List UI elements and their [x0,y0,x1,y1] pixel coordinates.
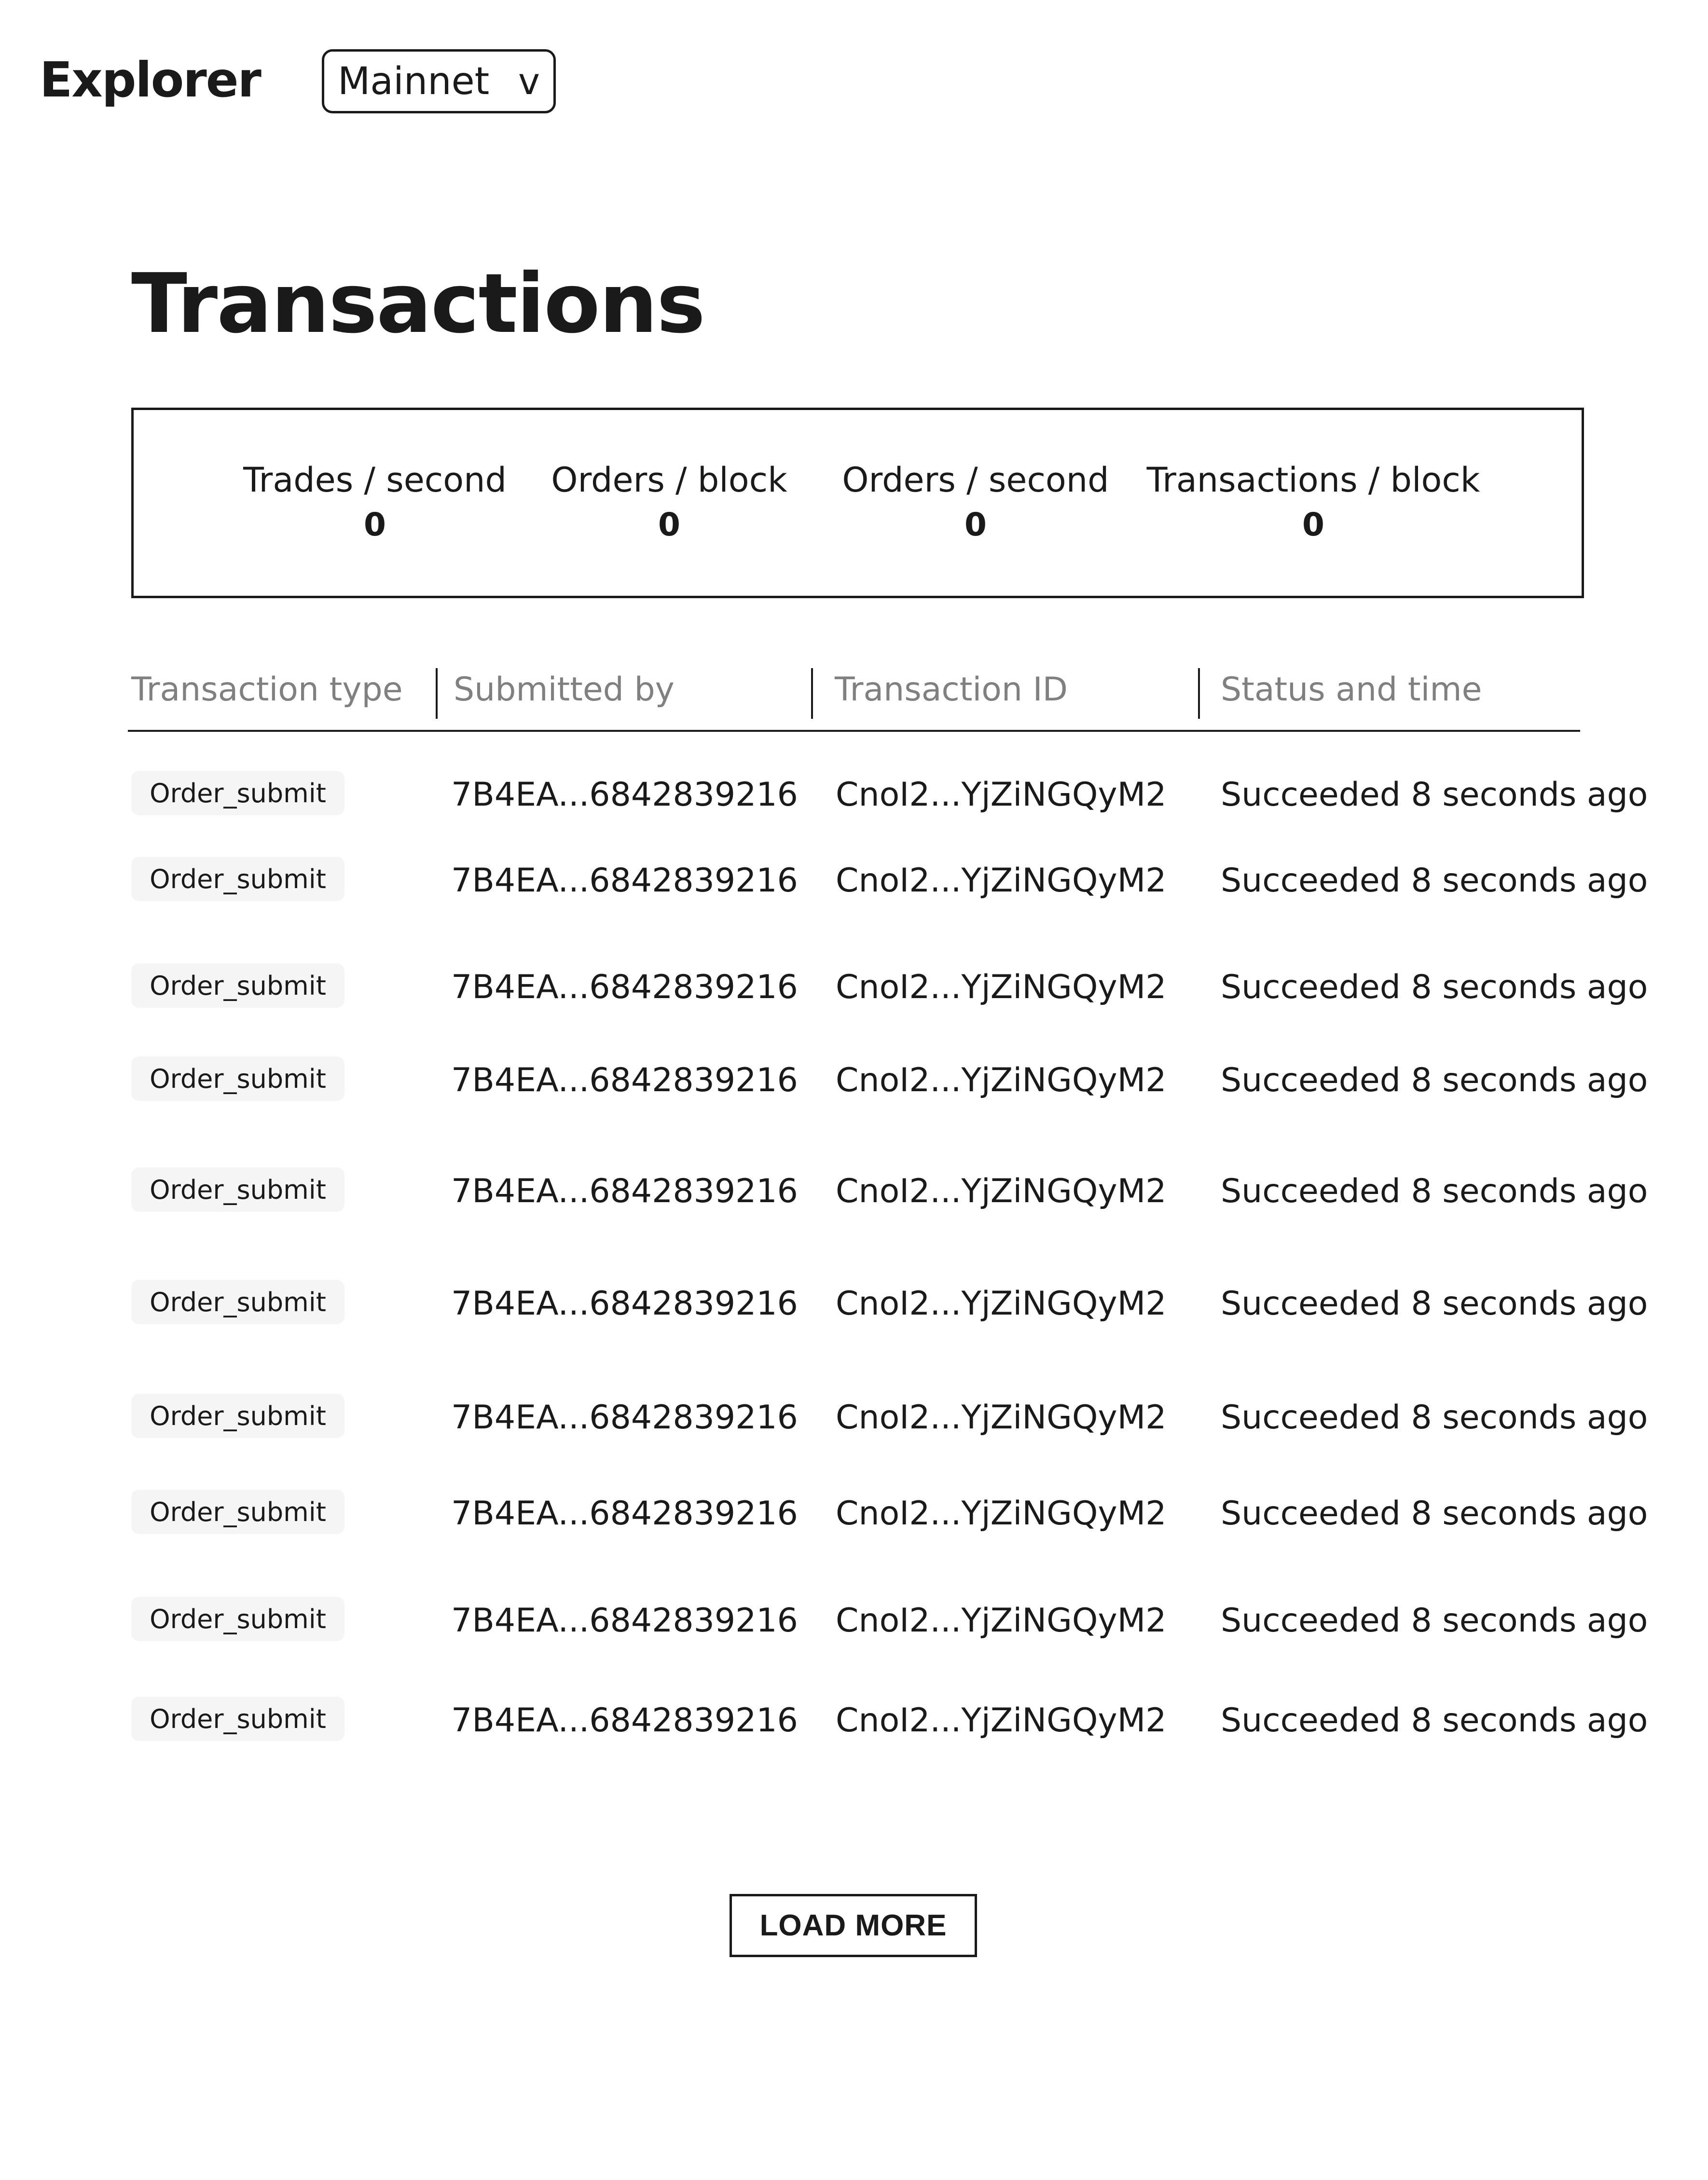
stat-value: 0 [964,506,987,543]
stat-label: Trades / second [243,460,507,500]
transaction-type-badge: Order_submit [131,1280,344,1324]
stat-value: 0 [1302,506,1324,543]
chevron-down-icon: v [518,60,540,103]
table-row[interactable] [131,1394,1648,1442]
header-divider [128,730,1580,732]
submitted-by-link[interactable]: 7B4EA...6842839216 [451,1398,798,1437]
page-title: Transactions [131,256,705,352]
column-divider[interactable] [1198,668,1200,719]
transaction-id-link[interactable]: CnoI2...YjZiNGQyM2 [836,1701,1167,1740]
status-text: Succeeded 8 seconds ago [1221,1494,1648,1533]
submitted-by-link[interactable]: 7B4EA...6842839216 [451,1172,798,1210]
table-row[interactable] [131,1490,1648,1538]
transaction-type-badge: Order_submit [131,1167,344,1212]
submitted-by-link[interactable]: 7B4EA...6842839216 [451,1285,798,1323]
stat-orders-per-block [551,458,787,548]
status-text: Succeeded 8 seconds ago [1221,1701,1648,1740]
stats-panel [131,408,1584,598]
table-header [131,666,1579,724]
table-row[interactable] [131,771,1648,819]
stat-value: 0 [658,506,680,543]
status-text: Succeeded 8 seconds ago [1221,776,1648,814]
transaction-id-link[interactable]: CnoI2...YjZiNGQyM2 [836,862,1167,900]
stat-orders-per-second [842,458,1109,548]
transaction-id-link[interactable]: CnoI2...YjZiNGQyM2 [836,1494,1167,1533]
transaction-type-badge: Order_submit [131,857,344,901]
stat-transactions-per-block [1147,458,1480,548]
stat-label: Orders / second [842,460,1109,500]
transaction-id-link[interactable]: CnoI2...YjZiNGQyM2 [836,1602,1167,1640]
transaction-type-badge: Order_submit [131,1394,344,1438]
transaction-type-badge: Order_submit [131,1597,344,1641]
table-row[interactable] [131,1167,1648,1216]
column-header-status: Status and time [1221,671,1482,709]
network-select[interactable] [322,49,556,113]
status-text: Succeeded 8 seconds ago [1221,1285,1648,1323]
transaction-type-badge: Order_submit [131,771,344,815]
status-text: Succeeded 8 seconds ago [1221,862,1648,900]
column-header-transaction-id: Transaction ID [835,671,1068,709]
column-header-type: Transaction type [131,671,403,709]
transaction-type-badge: Order_submit [131,963,344,1008]
transaction-type-badge: Order_submit [131,1056,344,1101]
status-text: Succeeded 8 seconds ago [1221,1602,1648,1640]
column-divider[interactable] [811,668,813,719]
app-logo[interactable]: Explorer [40,52,261,108]
transaction-id-link[interactable]: CnoI2...YjZiNGQyM2 [836,1061,1167,1099]
stat-value: 0 [364,506,386,543]
table-row[interactable] [131,1280,1648,1328]
table-row[interactable] [131,1697,1648,1745]
status-text: Succeeded 8 seconds ago [1221,1061,1648,1099]
transaction-id-link[interactable]: CnoI2...YjZiNGQyM2 [836,776,1167,814]
table-row[interactable] [131,1597,1648,1645]
table-row[interactable] [131,857,1648,905]
transaction-id-link[interactable]: CnoI2...YjZiNGQyM2 [836,1398,1167,1437]
submitted-by-link[interactable]: 7B4EA...6842839216 [451,1602,798,1640]
column-divider[interactable] [436,668,438,719]
status-text: Succeeded 8 seconds ago [1221,968,1648,1006]
submitted-by-link[interactable]: 7B4EA...6842839216 [451,1701,798,1740]
network-select-value: Mainnet [338,59,490,103]
table-row[interactable] [131,963,1648,1012]
transaction-type-badge: Order_submit [131,1697,344,1741]
submitted-by-link[interactable]: 7B4EA...6842839216 [451,1061,798,1099]
transaction-id-link[interactable]: CnoI2...YjZiNGQyM2 [836,1172,1167,1210]
status-text: Succeeded 8 seconds ago [1221,1172,1648,1210]
stat-trades-per-second [243,458,507,548]
submitted-by-link[interactable]: 7B4EA...6842839216 [451,776,798,814]
column-header-submitted-by: Submitted by [454,671,675,709]
submitted-by-link[interactable]: 7B4EA...6842839216 [451,862,798,900]
transaction-id-link[interactable]: CnoI2...YjZiNGQyM2 [836,1285,1167,1323]
submitted-by-link[interactable]: 7B4EA...6842839216 [451,968,798,1006]
stat-label: Transactions / block [1146,460,1480,500]
transaction-id-link[interactable]: CnoI2...YjZiNGQyM2 [836,968,1167,1006]
transaction-type-badge: Order_submit [131,1490,344,1534]
table-row[interactable] [131,1056,1648,1105]
status-text: Succeeded 8 seconds ago [1221,1398,1648,1437]
submitted-by-link[interactable]: 7B4EA...6842839216 [451,1494,798,1533]
load-more-button[interactable]: LOAD MORE [730,1894,977,1957]
stat-label: Orders / block [551,460,787,500]
